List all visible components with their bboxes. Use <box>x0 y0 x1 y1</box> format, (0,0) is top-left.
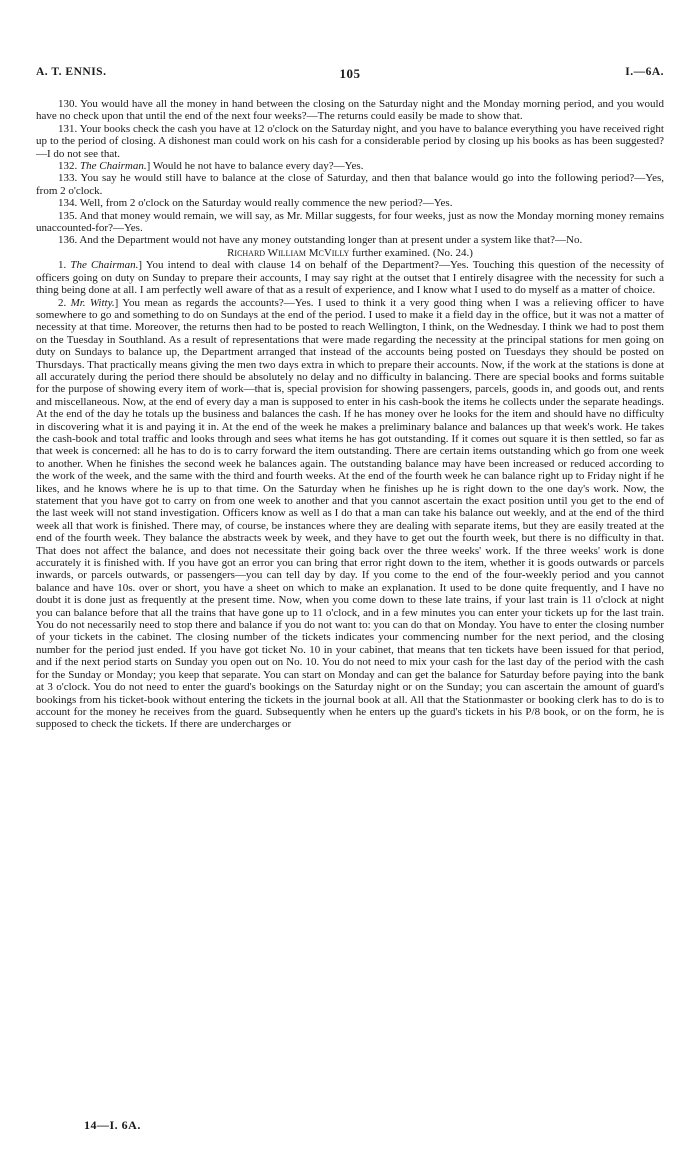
speaker-name: The Chairman. <box>70 259 139 272</box>
witness-number: (No. 24.) <box>432 246 473 259</box>
page-header <box>36 66 664 84</box>
testimony-paragraph <box>36 234 664 246</box>
testimony-paragraph <box>36 123 664 160</box>
paragraph-lead: 2. <box>58 296 71 309</box>
speaker-name: The Chairman. <box>80 160 147 173</box>
testimony-paragraph <box>36 160 664 172</box>
paragraph-text: 134. Well, from 2 o'clock on the Saturday would really commence the new period?—Yes. <box>58 197 453 210</box>
paragraph-text: ] You mean as regards the accounts?—Yes. I used to think it a very good thing when I was a relieving officer to have somewhere to go and something to do on Sundays at the end of the period. I used to make it a field day in the office, but it was not a matter of necessity at that time. Moreover, the returns then had to be posted to reach Wellington, I think, on the Wednesday. I think we had to post them on the Tuesday in Southland. As a result of representations that were made regarding the necessity at the principal stations for men going on duty on Sundays to balance up, the Department arranged that instead of the accounts being posted on Tuesdays they should be posted on Thursdays. That practically means giving the men two days extra in which to prepare their accounts. Now, if the work at the stations is done at all accurately during the period there should be absolutely no delay and no difficulty in balancing. There are special books and forms suitable for the purpose of showing every item of work—that is, special provision for showing passengers, parcels, goods in, and goods out, and rents and miscellaneous. Now, at the end of every day a man is supposed to enter in his cash-book the items he collects under the separate headings. At the end of the day he totals up the business and balances the cash. If he has money over he looks for the item and should have no difficulty in discovering what it is and paying it in. At the end of the week he makes a preliminary balance and balances up that week's work. He takes the cash-book and total traffic and looks through and sees what items he has got outstanding. If it comes out square it is then settled, so far as that week is concerned: all he has to do is to carry forward the item outstanding. There are certain items outstanding which go from one week to another. When he finishes the second week he balances again. The outstanding balance may have been increased or reduced according to the work of the week, and the same with the third and fourth weeks. At the end of the fourth week he can balance right up to Friday night if he likes, and he knows where he is up to that time. On the Saturday when he finishes up he is right down to the one day's work. Now, the statement that you have got to carry on from one week to another and that you cannot ascertain the exact position until you get to the end of the last week will not stand investigation. Officers know as well as I do that a man can take his balance out weekly, and at the end of the third week all that work is finished. There may, of course, be instances where they are dealing with separate items, but they are easily treated at the end of the fourth week. They balance the abstracts week by week, and they have to get out the fourth week, but there is no difficulty in that. That does not affect the balance, and does not necessitate their going back over the three weeks' work. If the three weeks' work is done accurately it is finished with. If you have got an error you can bring that error right down to the item, whether it is goods outwards or parcels inwards, or parcels outwards, or passengers—you can tell day by day. If you come to the end of the four-weekly period and you cannot balance and have 10s. over or short, you have a sheet on which to make an explanation. It used to be done quite frequently, and I have no doubt it is done just as frequently at the present time. Now, when you come down to these late trains, if your last train is 11 o'clock at night you can balance before that all the trains that have gone up to 11 o'clock, and in a few minutes you can enter your tickets up for the last train. You do not necessarily need to stop there and balance if you do not want to: you can do that on Monday. You have to enter the closing number of your tickets in the cabinet. The closing number of the tickets indicates your commencing number for the next period, and the closing number for the period just ended. If you have got ticket No. 10 in your cabinet, that means that ten tickets have been issued for that period, and if the next period starts on Sunday you open out on No. 10. You do not need to mix your cash for the last day of the period with the cash for the Sunday or Monday; you keep that separate. You can start on Monday and can get the balance for Saturday before paying into the bank at 3 o'clock. You do not need to enter the guard's bookings on the Saturday night or on the Sunday; you can ascertain the amount of guard's bookings from his ticket-book without entering the tickets in the journal book at all. All that the Stationmaster or booking clerk has to do is to account for the money he receives from the guard. Subsequently when he enters up the guard's tickets in his P/8 book, or on the form, he is supposed to check the tickets. If there are undercharges or <box>36 296 665 731</box>
paragraph-text: 135. And that money would remain, we will say, as Mr. Millar suggests, for four weeks, just as now the Monday morning money remains unaccounted-for?—Yes. <box>36 209 664 235</box>
testimony-part-2 <box>36 259 664 730</box>
body-text <box>36 98 664 731</box>
section-heading <box>36 247 664 259</box>
speaker-name: Mr. Witty. <box>70 296 115 309</box>
page-footer: 14—I. 6A. <box>84 1118 141 1132</box>
testimony-paragraph <box>36 98 664 123</box>
testimony-paragraph <box>36 259 664 296</box>
testimony-paragraph <box>36 172 664 197</box>
header-document-code: I.—6A. <box>625 66 664 78</box>
paragraph-text: 133. You say he would still have to balance at the close of Saturday, and then that balance would go into the following period?—Yes, from 2 o'clock. <box>36 172 664 197</box>
paragraph-text: ] You intend to deal with clause 14 on behalf of the Department?—Yes. Touching this question of the necessity of officers going on duty on Sunday to prepare their accounts, I may say right at the outset that I entirely disagree with the necessity for such a thing being done at all. I am perfectly well aware of that as a result of experience, and I know what I used to do myself as a matter of choice. <box>36 259 664 297</box>
header-author: A. T. ENNIS. <box>36 66 107 78</box>
paragraph-lead: 1. <box>58 259 71 272</box>
paragraph-text: 136. And the Department would not have any money outstanding longer than at present under a system like that?—No. <box>58 234 583 247</box>
testimony-paragraph <box>36 297 664 731</box>
witness-suffix: further examined. <box>349 246 431 259</box>
testimony-paragraph <box>36 210 664 235</box>
testimony-part-1 <box>36 98 664 247</box>
paragraph-text: ] Would he not have to balance every day?—Yes. <box>146 160 364 173</box>
witness-name: Richard William McVilly <box>227 246 350 259</box>
page-number: 105 <box>339 66 361 81</box>
paragraph-lead: 132. <box>58 160 80 173</box>
paragraph-text: 130. You would have all the money in hand between the closing on the Saturday night and the Monday morning period, and you would have no check upon that until the end of the next four weeks?—The returns could easily be made to show that. <box>36 98 664 123</box>
testimony-paragraph <box>36 197 664 209</box>
paragraph-text: 131. Your books check the cash you have at 12 o'clock on the Saturday night, and you have to balance everything you have received right up to the period of closing. A dishonest man could work on his cash for a considerable period by closing up his books as has been suggested?—I do not see that. <box>36 122 664 160</box>
